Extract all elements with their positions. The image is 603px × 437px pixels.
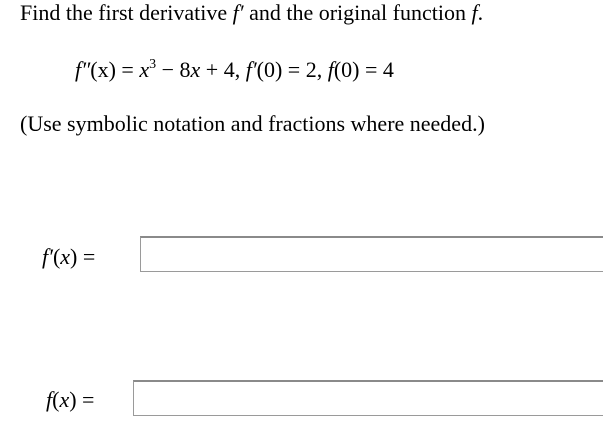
eq-exponent: 3: [149, 57, 157, 72]
f-label-open: (: [52, 387, 60, 412]
f-answer-label: [46, 387, 94, 413]
f-label-x: x: [59, 387, 70, 412]
prompt-text-end: .: [477, 0, 484, 25]
prompt-fprime: f′: [232, 0, 244, 25]
prompt-text-start: Find the first derivative: [20, 0, 233, 25]
problem-prompt: [20, 0, 483, 26]
f-label-f: f: [46, 387, 53, 412]
eq-rest-a: − 8: [156, 57, 191, 82]
eq-fpp: f″: [75, 57, 91, 82]
fprime-label-close: ) =: [70, 244, 96, 269]
f-answer-input[interactable]: [133, 380, 603, 416]
eq-fp: f′: [245, 57, 257, 82]
fprime-answer-input[interactable]: [140, 236, 603, 272]
fprime-label-open: (: [52, 244, 61, 269]
fprime-label-x: x: [60, 244, 71, 269]
eq-rest-b: + 4,: [200, 57, 246, 82]
instruction-note: (Use symbolic notation and fractions where needed.): [20, 111, 485, 136]
prompt-text-mid: and the original function: [243, 0, 472, 25]
fprime-answer-label: [42, 244, 95, 270]
eq-x: x: [139, 57, 150, 82]
eq-fpp-arg: (x) =: [90, 57, 140, 82]
eq-fp-arg: (0) = 2,: [256, 57, 328, 82]
given-equation: [75, 57, 394, 83]
eq-f: f: [327, 57, 334, 82]
prompt-f: f: [471, 0, 478, 25]
fprime-label-f: f′: [42, 244, 53, 269]
eq-f-arg: (0) = 4: [333, 57, 394, 82]
f-label-close: ) =: [69, 387, 95, 412]
eq-x2: x: [190, 57, 201, 82]
